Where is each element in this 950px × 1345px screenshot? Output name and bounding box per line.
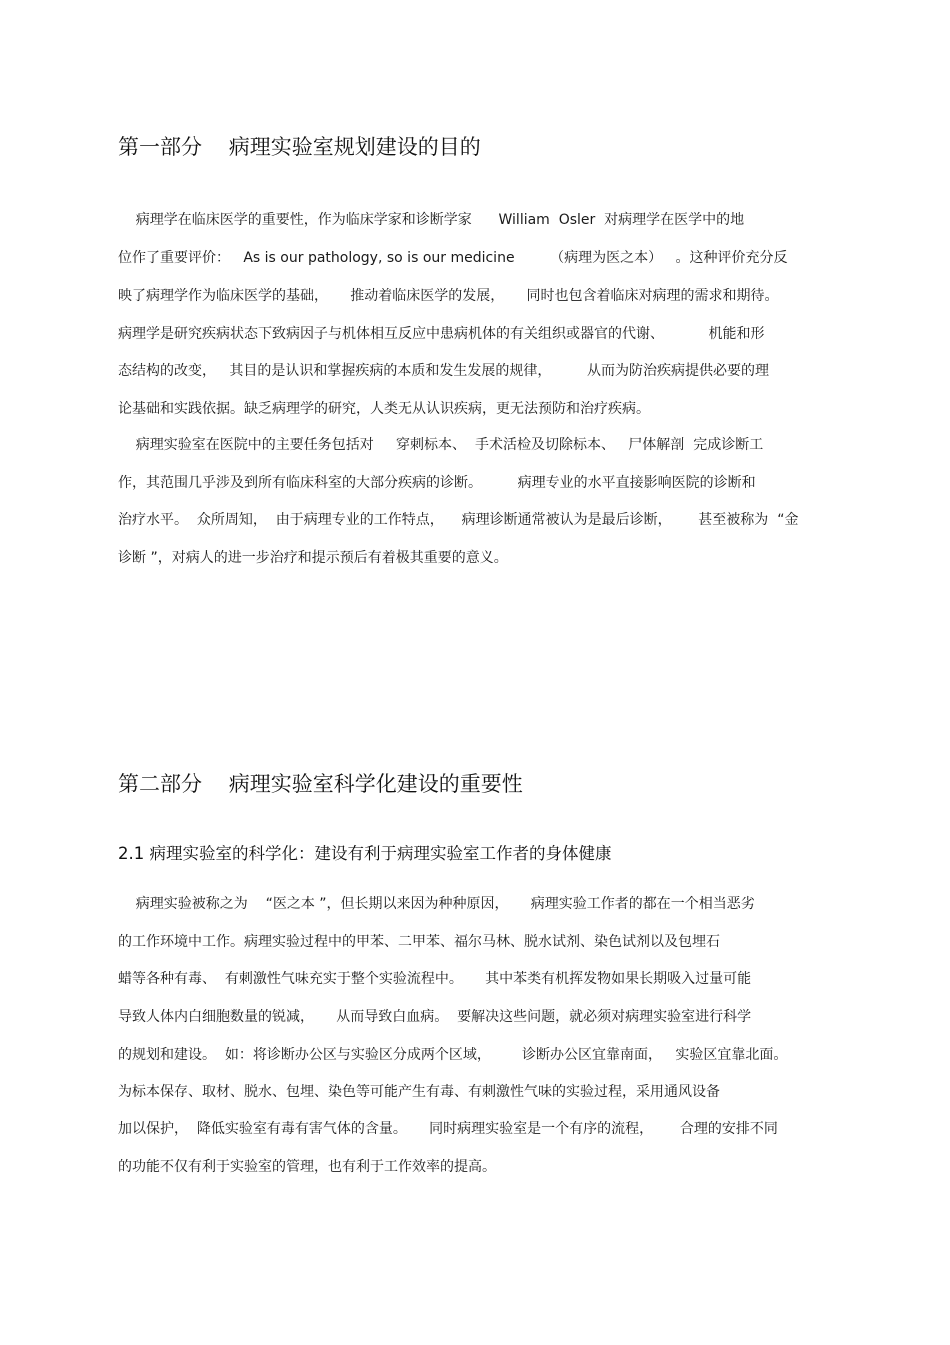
- section2-line-3: 蜡等各种有毒、 有刺激性气味充实于整个实验流程中。 其中苯类有机挥发物如果长期吸入过量可能: [118, 971, 752, 987]
- section1-line-8: 作，其范围几乎涉及到所有临床科室的大部分疾病的诊断。 病理专业的水平直接影响医院的诊断和: [118, 475, 756, 491]
- section1-line-9: 治疗水平。 众所周知， 由于病理专业的工作特点， 病理诊断通常被认为是最后诊断， 甚至被称为 “金: [118, 512, 799, 528]
- section2-line-6: 为标本保存、取材、脱水、包埋、染色等可能产生有毒、有刺激性气味的实验过程，采用通风设备: [118, 1084, 720, 1100]
- section1-line-5: 态结构的改变， 其目的是认识和掌握疾病的本质和发生发展的规律， 从而为防治疾病提供必要的理: [118, 363, 769, 379]
- section1-heading: 第一部分 病理实验室规划建设的目的: [118, 135, 481, 159]
- section1-line-3: 映了病理学作为临床医学的基础， 推动着临床医学的发展， 同时也包含着临床对病理的需求和期待。: [118, 288, 779, 304]
- section1-line-7: 病理实验室在医院中的主要任务包括对 穿刺标本、 手术活检及切除标本、 尸体解剖 完成诊断工: [118, 437, 764, 453]
- section1-line-6: 论基础和实践依据。缺乏病理学的研究，人类无从认识疾病，更无法预防和治疗疾病。: [118, 401, 650, 417]
- section1-line-10: 诊断 ”，对病人的进一步治疗和提示预后有着极其重要的意义。: [118, 550, 508, 566]
- section2-line-2: 的工作环境中工作。病理实验过程中的甲苯、二甲苯、福尔马林、脱水试剂、染色试剂以及包埋石: [118, 934, 720, 950]
- section2-line-1: 病理实验被称之为 “医之本 ”，但长期以来因为种种原因， 病理实验工作者的都在一个相当恶劣: [118, 896, 755, 912]
- section2-heading: 第二部分 病理实验室科学化建设的重要性: [118, 772, 523, 796]
- section2-line-8: 的功能不仅有利于实验室的管理，也有利于工作效率的提高。: [118, 1159, 496, 1175]
- section2-line-5: 的规划和建设。 如：将诊断办公区与实验区分成两个区域， 诊断办公区宜靠南面， 实验区宜靠北面。: [118, 1047, 788, 1063]
- section1-line-1: 病理学在临床医学的重要性，作为临床学家和诊断学家 William Osler 对病理学在医学中的地: [118, 212, 745, 228]
- section2-line-4: 导致人体内白细胞数量的锐减， 从而导致白血病。 要解决这些问题，就必须对病理实验室进行科学: [118, 1009, 752, 1025]
- section2-line-7: 加以保护， 降低实验室有毒有害气体的含量。 同时病理实验室是一个有序的流程， 合理的安排不同: [118, 1121, 778, 1137]
- section2-subheading: 2.1 病理实验室的科学化：建设有利于病理实验室工作者的身体健康: [118, 844, 612, 863]
- section1-line-4: 病理学是研究疾病状态下致病因子与机体相互反应中患病机体的有关组织或器官的代谢、 机能和形: [118, 326, 765, 342]
- section1-line-2: 位作了重要评价： As is our pathology, so is our medicine （病理为医之本） 。这种评价充分反: [118, 250, 788, 266]
